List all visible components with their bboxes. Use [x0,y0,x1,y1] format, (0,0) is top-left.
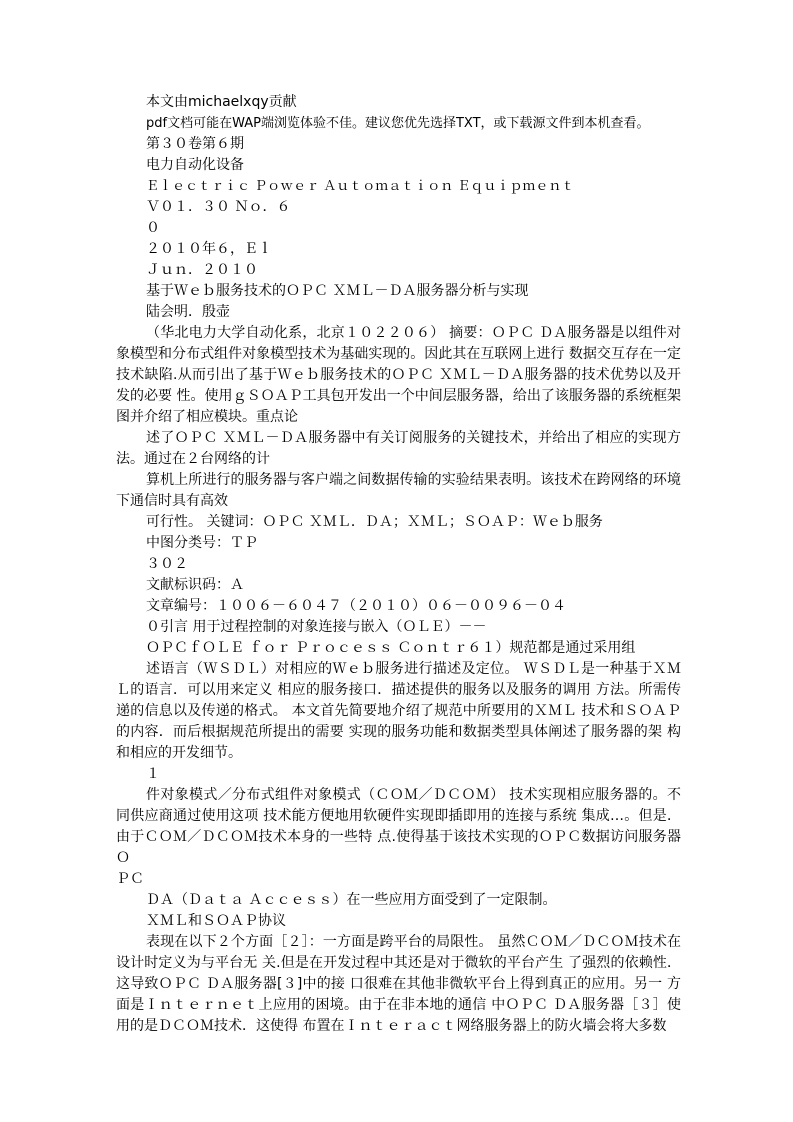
date-en: Ｊｕｎ．２０１０ [146,262,258,278]
opc-line: ＯＰＣｆＯＬＥ ｆｏｒ Ｐｒｏｃｅｓｓ Ｃｏｎｔｒ６１）规范都是通过采用组 [146,640,636,656]
com-dcom-paragraph: 件对象模式／分布式组件对象模式（ＣＯＭ／ＤＣＯＭ） 技术实现相应服务器的。不同供应商通过使用这项 技术能方便地用软硬件实现即插即用的连接与系统 集成…。但是．由于ＣＯＭ／ＤＣＯＭ技术本身的一些特 点.使得基于该技术实现的ＯＰＣ数据访问服务器Ｏ [116,787,681,866]
document-body [116,92,681,1037]
volume-issue: 第３０卷第６期 [146,136,244,152]
pc-line: ＰＣ [116,871,144,887]
data-access-line: ＤＡ（Ｄａｔａ Ａｃｃｅｓｓ）在一些应用方面受到了一定限制。 [146,892,557,908]
wsdl-paragraph: 述语言（ＷＳＤＬ）对相应的Ｗｅｂ服务进行描述及定位。 ＷＳＤＬ是一种基于ＸＭＬ的语言．可以用来定义 相应的服务接口．描述提供的服务以及服务的调用 方法。所需传递的信息以及传递的格式。 本文首先简要地介绍了规范中所要用的ＸＭＬ 技术和ＳＯＡＰ的内容．而后根据规范所提出的需要 实现的服务功能和数据类型具体阐述了服务器的架 构和相应的开发细节。 [116,661,681,761]
abstract-paragraph-3: 算机上所进行的服务器与客户端之间数据传输的实验结果表明。该技术在跨网络的环境下通信时具有高效 [116,472,681,509]
document-code: 文献标识码：Ａ [146,577,244,593]
pdf-notice: pdf文档可能在WAP端浏览体验不佳。建议您优先选择TXT，或下载源文件到本机查看。 [146,116,650,131]
article-number: 文章编号：１００６－６０４７（２０１０）０６－００９６－０４ [146,598,566,614]
volume-number: Ｖ０１．３０ Ｎｏ．６ [146,199,291,215]
keywords: 可行性。 关键词：ＯＰＣ ＸＭＬ．ＤＡ；ＸＭＬ；ＳＯＡＰ：Ｗｅｂ服务 [146,514,603,530]
journal-name-cn: 电力自动化设备 [146,157,244,173]
section-one: １ [146,766,160,782]
credit-line: 本文由michaelxqy贡献 [146,94,297,110]
clc-number-cont: ３０２ [146,556,188,572]
abstract-paragraph-1: （华北电力大学自动化系，北京１０２２０６） 摘要：ＯＰＣ ＤＡ服务器是以组件对象模型和分布式组件对象模型技术为基础实现的。因此其在互联网上进行 数据交互存在一定技术缺陷.从而引出了基于Ｗｅｂ服务技术的ＯＰＣ ＸＭＬ－ＤＡ服务器的技术优势以及开发的必要 性。使用ｇＳＯＡＰ工具包开发出一个中间层服务器，给出了该服务器的系统框架图并介绍了相应模块。重点论 [116,325,681,425]
authors: 陆会明．殷壶 [146,304,230,320]
date-cn: ２０１０年６，Ｅｌ [146,241,272,257]
journal-name-en: Ｅｌｅｃｔｒｉｃ Ｐｏｗｅｒ Ａｕｔｏｍａｔｉｏｎ Ｅｑｕｉｐｍｅｎｔ [146,179,575,194]
xml-soap-heading: ＸＭＬ和ＳＯＡＰ协议 [146,913,286,929]
intro-heading: ０引言 用于过程控制的对象连接与嵌入（ＯＬＥ）－－ [146,619,487,635]
clc-number: 中图分类号：ＴＰ [146,535,258,551]
paper-title: 基于Ｗｅｂ服务技术的ＯＰＣ ＸＭＬ－ＤＡ服务器分析与实现 [146,283,529,299]
abstract-paragraph-2: 述了ＯＰＣ ＸＭＬ－ＤＡ服务器中有关订阅服务的关键技术，并给出了相应的实现方法。通过在２台网络的计 [116,430,681,467]
zero-line: ０ [146,220,160,236]
limitations-paragraph: 表现在以下２个方面［２］：一方面是跨平台的局限性。 虽然ＣＯＭ／ＤＣＯＭ技术在设计时定义为与平台无 关.但是在开发过程中其还是对于微软的平台产生 了强烈的依赖性．这导致ＯＰＣ ＤＡ服务器[３]中的接 口很难在其他非微软平台上得到真正的应用。另一 方面是Ｉｎｔｅｒｎｅｔ上应用的困境。由于在非本地的通信 中ＯＰＣ ＤＡ服务器［３］使用的是ＤＣＯＭ技术．这使得 布置在Ｉｎｔｅｒａｃｔ网络服务器上的防火墙会将大多数 [116,934,681,1034]
